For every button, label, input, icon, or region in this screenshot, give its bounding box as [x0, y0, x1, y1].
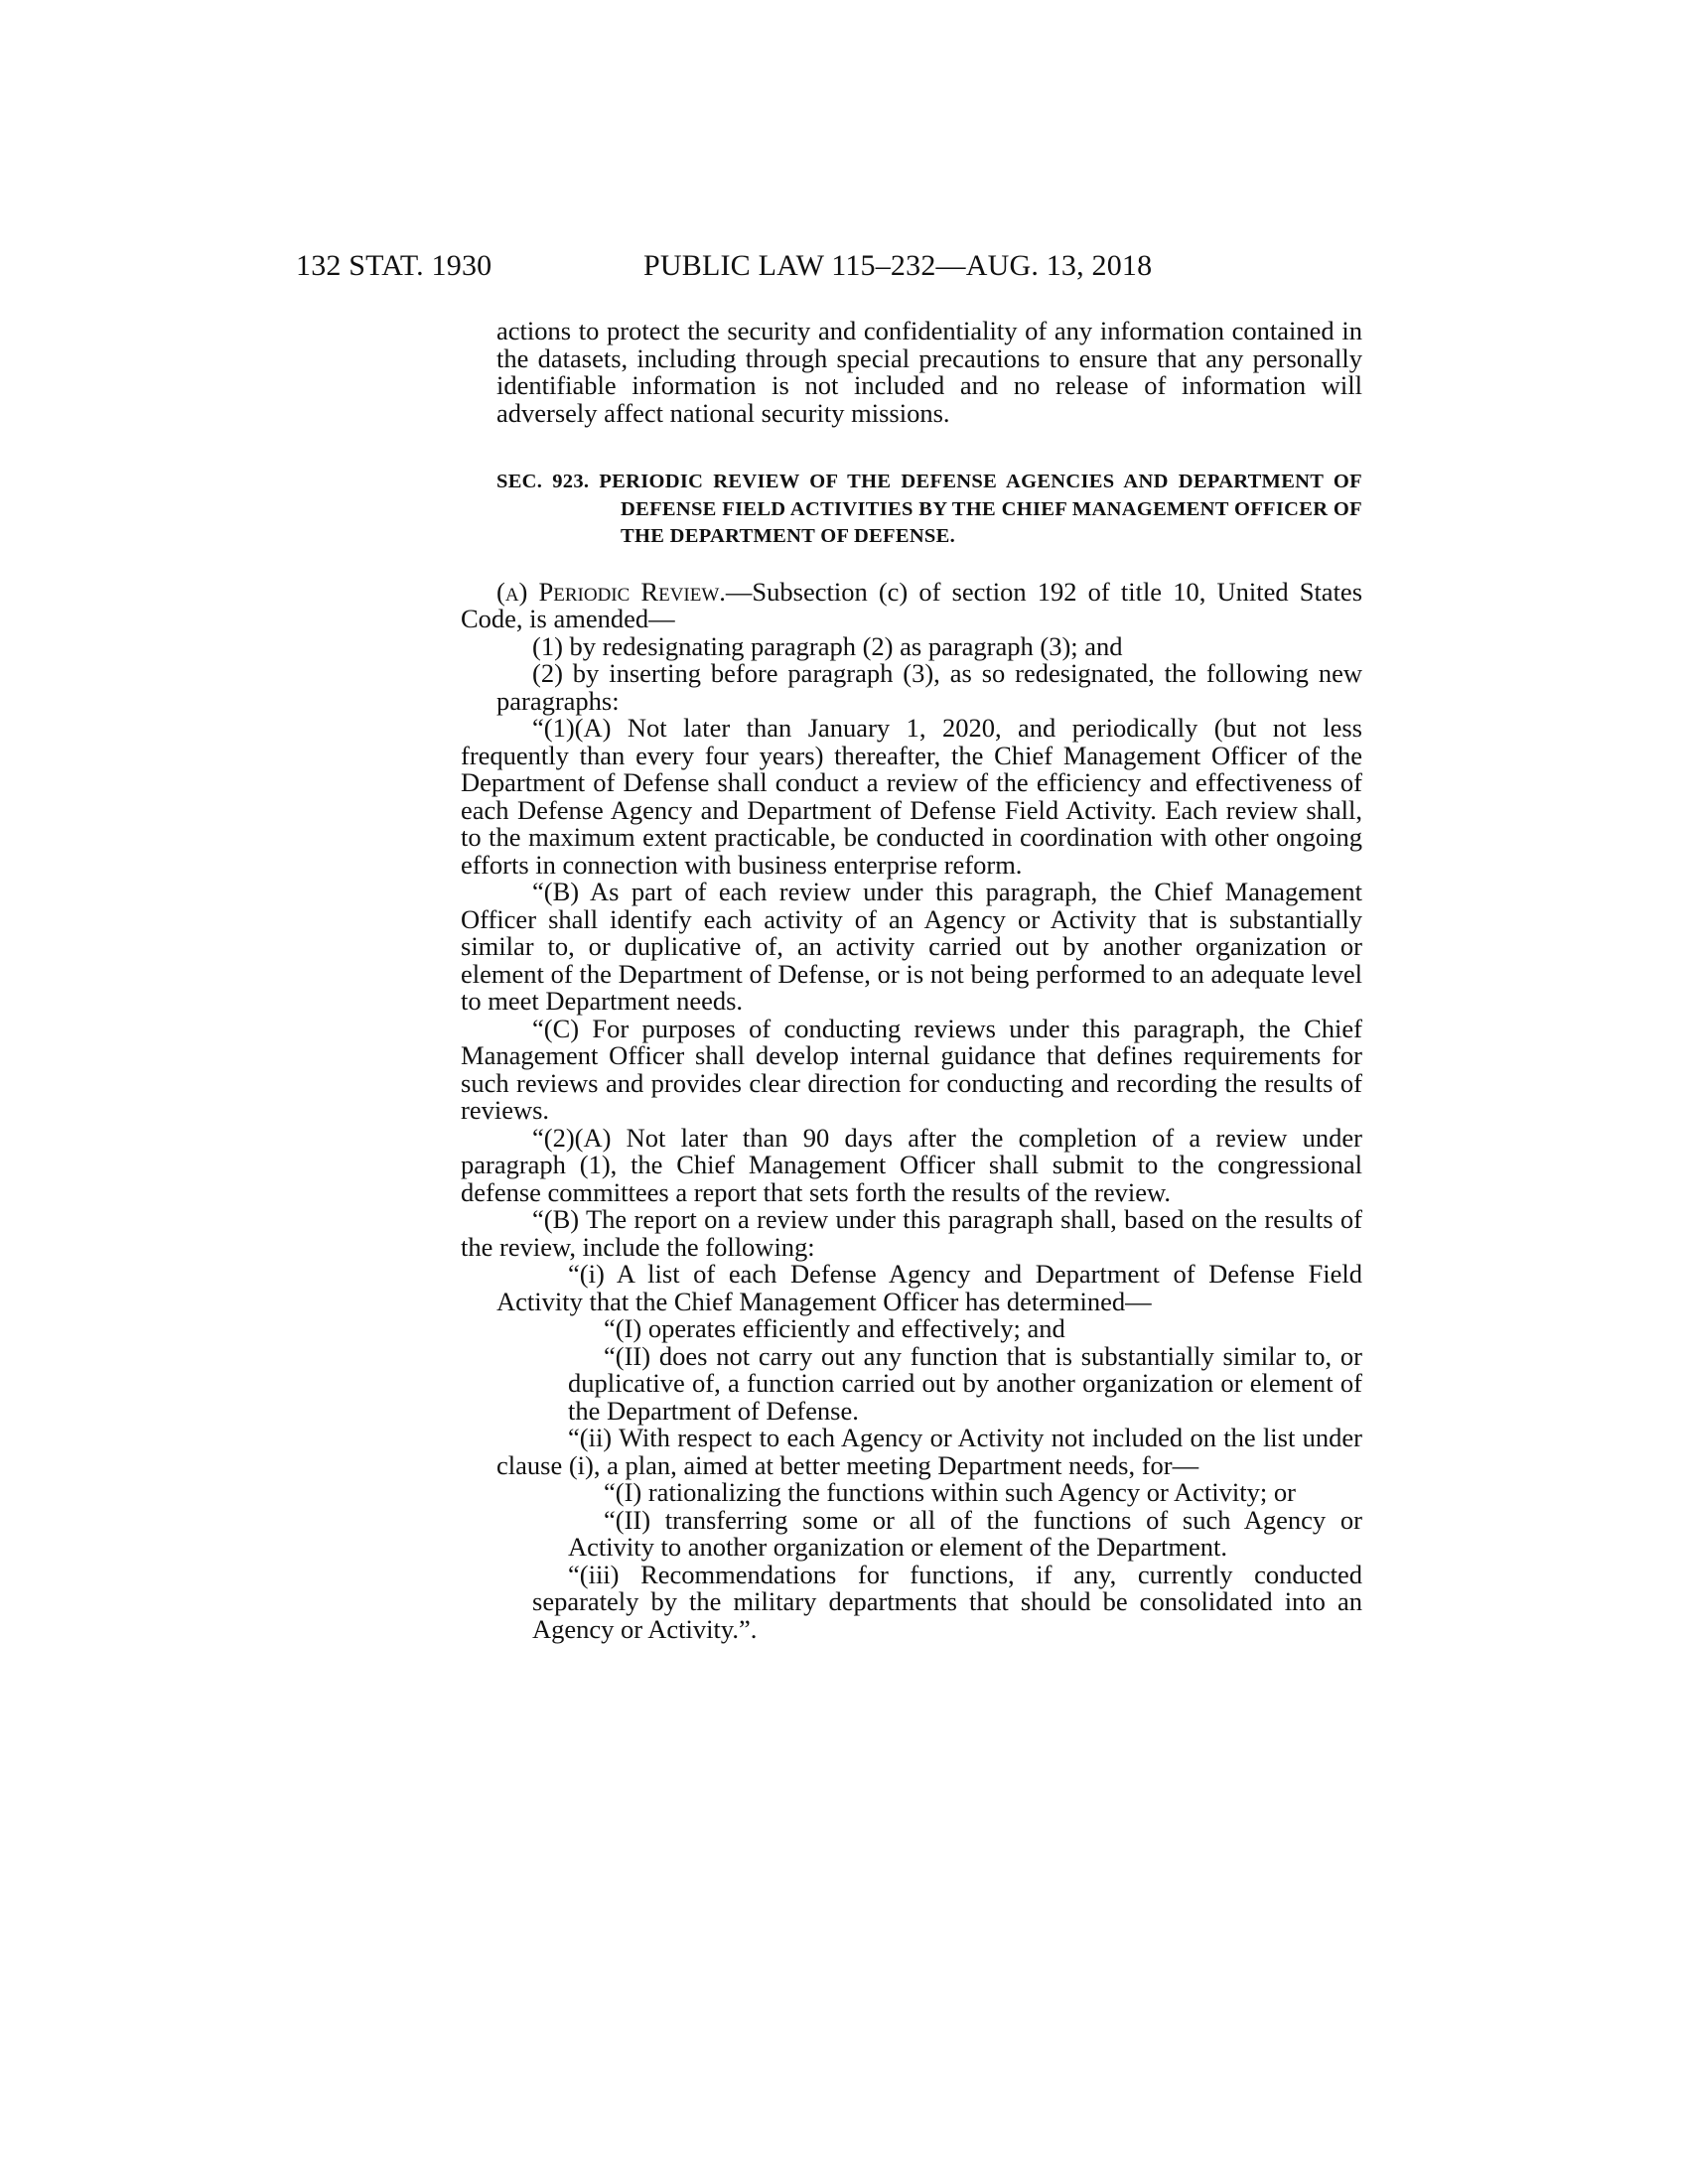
- continuation-paragraph: actions to protect the security and confidentiality of any information contained in the datasets, including through special precautions to ensure that any personally identifiable information is not included and no release of information will adversely affect national security missions.: [496, 316, 1362, 428]
- amendment-item-1: (1) by redesignating paragraph (2) as paragraph (3); and: [532, 630, 1123, 661]
- paragraph-1A: “(1)(A) Not later than January 1, 2020, and periodically (but not less frequently than every four years) thereafter, the Chief Management Officer of the Department of Defense shall conduct a review of the efficiency and effectiveness of each Defense Agency and Department of Defense Field Activity. Each review shall, to the maximum extent practicable, be conducted in coordination with other ongoing efforts in connection with business enterprise reform.: [461, 713, 1362, 880]
- document-body: [461, 316, 1363, 1644]
- section-heading: SEC. 923. PERIODIC REVIEW OF THE DEFENSE AGENCIES AND DEPARTMENT OF DEFENSE FIELD ACTIVITIES BY THE CHIEF MANAGEMENT OFFICER OF THE DEPARTMENT OF DEFENSE.: [496, 471, 1362, 547]
- statute-page-number: 132 STAT. 1930: [296, 249, 492, 282]
- subclause-i-II: “(II) does not carry out any function that is substantially similar to, or duplicative of, a function carried out by another organization or element of the Department of Defense.: [568, 1340, 1362, 1426]
- subsection-a: [461, 576, 1363, 633]
- subclause-ii-II: “(II) transferring some or all of the functions of such Agency or Activity to another organization or element of the Department.: [568, 1504, 1362, 1562]
- subsection-a-text: —Subsection (c) of section 192 of title 10, United States Code, is amended—: [461, 576, 1363, 633]
- amendment-item-2: (2) by inserting before paragraph (3), as so redesignated, the following new paragraphs:: [496, 658, 1362, 716]
- public-law-title: PUBLIC LAW 115–232—AUG. 13, 2018: [643, 249, 1153, 282]
- subclause-i-I: “(I) operates efficiently and effectively; and: [604, 1313, 1065, 1343]
- paragraph-2B: “(B) The report on a review under this paragraph shall, based on the results of the review, include the following:: [461, 1204, 1362, 1262]
- subclause-ii-I: “(I) rationalizing the functions within such Agency or Activity; or: [604, 1477, 1296, 1507]
- clause-ii: “(ii) With respect to each Agency or Activity not included on the list under clause (i), a plan, aimed at better meeting Department needs, for—: [496, 1423, 1362, 1480]
- paragraph-1C: “(C) For purposes of conducting reviews under this paragraph, the Chief Management Officer shall develop internal guidance that defines requirements for such reviews and provides clear direction for conducting and recording the results of reviews.: [461, 1013, 1362, 1125]
- clause-i: “(i) A list of each Defense Agency and Department of Defense Field Activity that the Chief Management Officer has determined—: [496, 1259, 1362, 1316]
- paragraph-1B: “(B) As part of each review under this paragraph, the Chief Management Officer shall identify each activity of an Agency or Activity that is substantially similar to, or duplicative of, an activity carried out by another organization or element of the Department of Defense, or is not being performed to an adequate level to meet Department needs.: [461, 877, 1362, 1016]
- page-header: [296, 244, 1362, 288]
- subsection-a-label: (a) Periodic Review.: [496, 576, 726, 607]
- clause-iii: “(iii) Recommendations for functions, if any, currently conducted separately by the military departments that should be consolidated into an Agency or Activity.”.: [532, 1559, 1362, 1644]
- paragraph-2A: “(2)(A) Not later than 90 days after the completion of a review under paragraph (1), the Chief Management Officer shall submit to the congressional defense committees a report that sets forth the results of the review.: [461, 1122, 1362, 1207]
